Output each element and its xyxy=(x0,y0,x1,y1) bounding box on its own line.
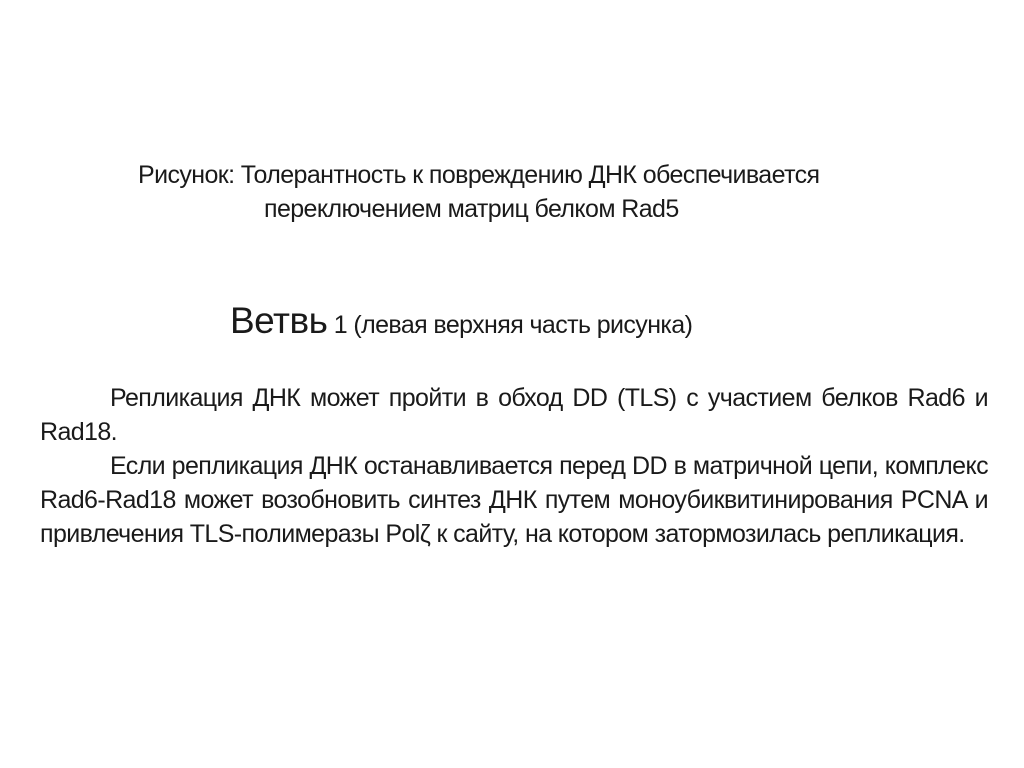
caption-line-2: переключением матриц белком Rad5 xyxy=(264,195,679,223)
heading-rest: 1 (левая верхняя часть рисунка) xyxy=(327,311,693,339)
caption-line-1: Рисунок: Толерантность к повреждению ДНК обеспечивается xyxy=(138,161,820,189)
paragraph-2: Если репликация ДНК останавливается перед DD в матричной цепи, комплекс Rad6-Rad18 может возобновить синтез ДНК путем моноубиквитинирования PCNA и привлечения TLS-полимеразы Polζ к сайту, на котором затормозилась репликация. xyxy=(40,452,988,548)
figure-caption xyxy=(138,158,998,226)
section-heading xyxy=(230,300,692,342)
paragraph-1: Репликация ДНК может пройти в обход DD (TLS) с участием белков Rad6 и Rad18. xyxy=(40,384,988,446)
body-text xyxy=(40,381,988,551)
heading-main: Ветвь xyxy=(230,300,328,341)
